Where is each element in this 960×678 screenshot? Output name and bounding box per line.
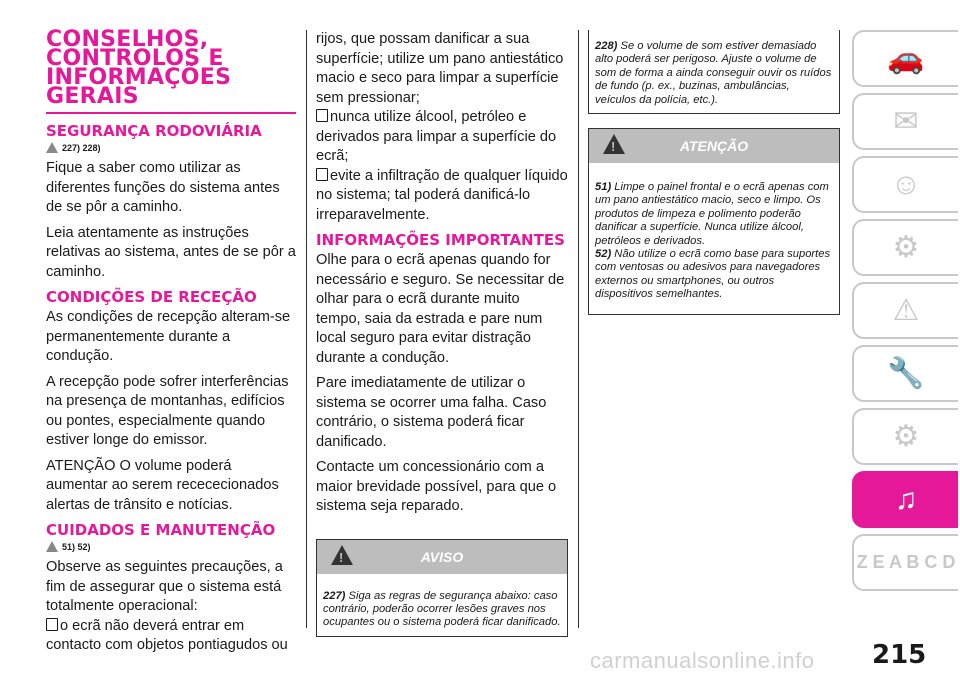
atencao-box [588, 128, 840, 315]
tab-start-driving[interactable] [852, 219, 958, 276]
warning-triangle-icon [46, 541, 58, 552]
section-title-important-info: INFORMAÇÕES IMPORTANTES [316, 231, 565, 249]
bullet-item: evite a infiltração de qualquer líquido no sistema; tal poderá danificá-lo irreparavelmente. [316, 167, 568, 223]
airbag-safety-icon: ☺ [890, 167, 922, 201]
section-title-safety: SEGURANÇA RODOVIÁRIA [46, 122, 262, 140]
tab-technical-data[interactable] [852, 408, 958, 465]
aviso-box [316, 539, 568, 637]
column-3 [588, 30, 840, 315]
column-divider [306, 30, 307, 628]
atencao-header: ! ATENÇÃO [589, 129, 839, 163]
column-2 [316, 30, 568, 637]
alphabetical-index-icon: Z E A B C D [856, 552, 956, 572]
note-box: 228) Se o volume de som estiver demasiado alto poderá ser perigoso. Ajuste o volume de som de forma a ainda conseguir ouvir os ruídos de fundo (p. ex., buzinas, ambulâncias, veículos da polícia, etc.). [588, 30, 840, 114]
bullet-item: nunca utilize álcool, petróleo e derivados para limpar a superfície do ecrã; [316, 109, 557, 164]
multimedia-music-icon: ♫ [894, 482, 918, 516]
page-number: 215 [872, 640, 927, 670]
tab-safety[interactable] [852, 156, 958, 213]
paragraph: As condições de recepção alteram-se permanentemente durante a condução. [46, 309, 291, 364]
breakdown-triangle-icon: ⚠ [892, 294, 920, 327]
reference-markers: 51) 52) [46, 541, 296, 552]
bullet-item: o ecrã não deverá entrar em contacto com objetos pontiagudos ou [46, 617, 288, 653]
section-title-reception: CONDIÇÕES DE RECEÇÃO [46, 288, 257, 306]
paragraph: ATENÇÃO O volume poderá aumentar ao serem recececionados alertas de trânsito e notícias. [46, 457, 279, 513]
paragraph: Olhe para o ecrã apenas quando for necessário e seguro. Se necessitar de olhar para o ecrã durante muito tempo, saia da estrada e pare num local seguro para evitar distração durante a condução. [316, 252, 565, 366]
paragraph: A recepção pode sofrer interferências na presença de montanhas, edifícios ou pontes, especialmente quando estiver longe do emissor. [46, 373, 289, 448]
key-steering-icon: ⚙ [892, 231, 920, 264]
reference-markers: 227) 228) [46, 142, 296, 153]
paragraph: Contacte um concessionário com a maior brevidade possível, para que o sistema seja reparado. [316, 459, 557, 514]
paragraph: Fique a saber como utilizar as diferentes funções do sistema antes de se pôr a caminho. [46, 160, 280, 215]
bullet-box-icon [316, 109, 328, 122]
gears-specs-icon: ⚙ [892, 420, 920, 453]
watermark: carmanualsonline.info [590, 648, 815, 673]
warning-triangle-icon [46, 142, 58, 153]
tab-car-dashboard[interactable] [852, 30, 958, 87]
tab-emergency[interactable] [852, 282, 958, 339]
aviso-header: ! AVISO [317, 540, 567, 574]
atencao-text: 51) Limpe o painel frontal e o ecrã apenas com um pano antiestático macio, seco e limpo. Os produtos de limpeza e polimento poderão danificar a superfície. Nunca utilize álcool, petróleos e derivados. 52) Não utilize o ecrã como base para suportes com ventosas ou adesivos para navegadores externos ou smartphones, ou outros dispositivos semelhantes. [595, 181, 831, 301]
tab-warning-lights[interactable] [852, 93, 958, 150]
tab-maintenance[interactable] [852, 345, 958, 402]
aviso-text: 227) Siga as regras de segurança abaixo: caso contrário, poderão ocorrer lesões graves nos ocupantes ou o sistema poderá ficar danificado. [323, 589, 561, 629]
paragraph: rijos, que possam danificar a sua superfície; utilize um pano antiestático macio e seco para limpar a superfície sem pressionar; [316, 31, 564, 106]
bullet-box-icon [316, 168, 328, 181]
warning-triangle-icon [331, 545, 353, 565]
warning-lights-icon: ✉ [893, 105, 919, 138]
tab-multimedia[interactable] [852, 471, 958, 528]
column-1 [46, 27, 296, 662]
warning-triangle-icon [603, 134, 625, 154]
tab-index[interactable] [852, 534, 958, 591]
car-dashboard-icon: 🚗 [887, 42, 925, 75]
column-divider [578, 30, 579, 628]
paragraph: Observe as seguintes precauções, a fim de assegurar que o sistema está totalmente operacional: [46, 559, 283, 614]
bullet-box-icon [46, 618, 58, 631]
paragraph: Leia atentamente as instruções relativas ao sistema, antes de se pôr a caminho. [46, 224, 296, 280]
section-title-maintenance: CUIDADOS E MANUTENÇÃO [46, 521, 276, 539]
paragraph: Pare imediatamente de utilizar o sistema se ocorrer uma falha. Caso contrário, o sistema poderá ficar danificado. [316, 375, 547, 450]
page-title: CONSELHOS, CONTROLOS E INFORMAÇÕES GERAIS [46, 30, 296, 114]
chapter-tabs [852, 30, 960, 597]
car-service-icon: 🔧 [887, 357, 925, 390]
